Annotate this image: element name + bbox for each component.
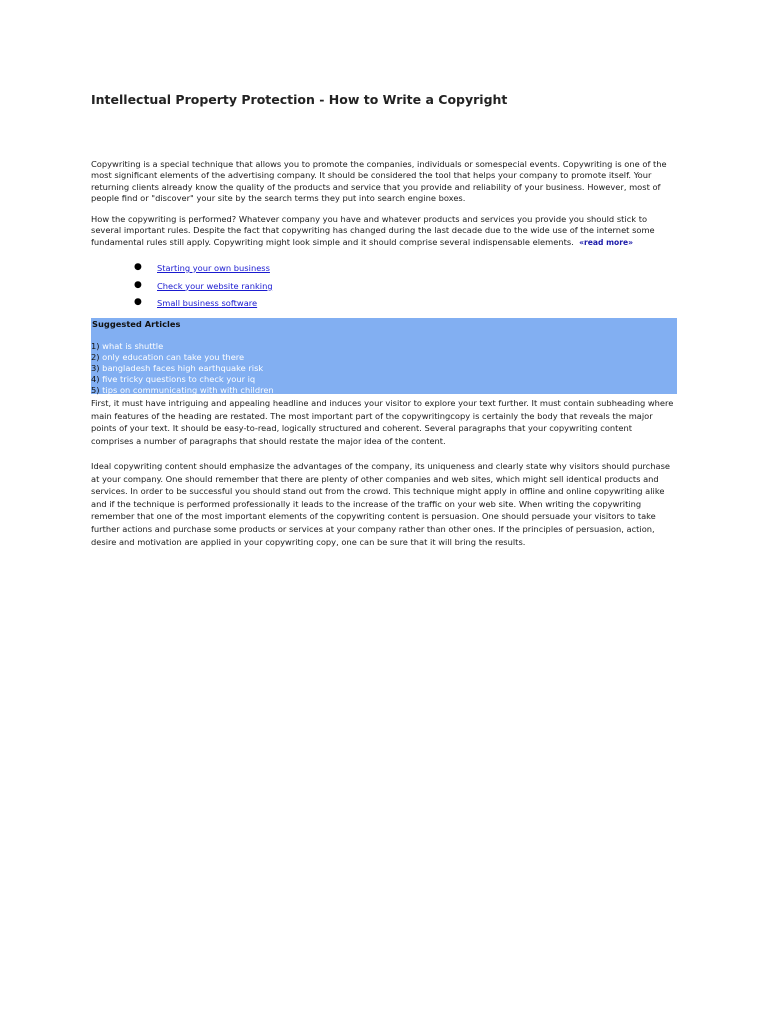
suggested-article-link[interactable]: only education can take you there	[102, 352, 245, 362]
bullet-icon: ●	[134, 262, 142, 272]
structure-paragraph: First, it must have intriguing and appealing headline and induces your visitor to explore your text further. It must contain subheading where main features of the heading are restated. The most important part of the copywritingcopy is certainly the body that reveals the major points of your text. It should be easy-to-read, logically structured and coherent. Several paragraphs that your copywriting content comprises a number of paragraphs that should restate the major idea of the content.	[91, 398, 674, 446]
list-item	[91, 262, 677, 280]
article-number: 5)	[91, 385, 100, 395]
list-item	[91, 280, 677, 298]
link-website-ranking[interactable]: Check your website ranking	[157, 280, 273, 291]
suggested-articles-heading: Suggested Articles	[92, 319, 181, 329]
rules-paragraph-text: How the copywriting is performed? Whatever company you have and whatever products and services you provide you should stick to several important rules. Despite the fact that copywriting has changed during the last decade due to the wide use of the internet some fundamental rules still apply. Copywriting might look simple and it should comprise several indispensable elements.	[91, 214, 655, 247]
suggested-article-link[interactable]: tips on communicating with with children	[102, 385, 274, 395]
bullet-icon: ●	[134, 279, 142, 290]
suggested-articles-list	[91, 341, 274, 396]
list-item	[91, 297, 677, 315]
article-number: 1)	[91, 341, 100, 351]
related-links-list	[91, 262, 677, 315]
suggested-article-item	[91, 352, 274, 363]
suggested-article-link[interactable]: bangladesh faces high earthquake risk	[102, 363, 264, 373]
link-business-software[interactable]: Small business software	[157, 298, 258, 308]
article-number: 3)	[91, 363, 100, 373]
suggested-article-item	[91, 374, 274, 385]
read-more-link[interactable]: «read more»	[579, 237, 634, 247]
suggested-article-link[interactable]: what is shuttle	[102, 341, 164, 351]
suggested-article-item	[91, 341, 274, 352]
link-starting-business[interactable]: Starting your own business	[157, 263, 270, 273]
page-title: Intellectual Property Protection - How to Write a Copyright	[91, 92, 508, 107]
bullet-icon: ●	[134, 297, 142, 307]
article-number: 4)	[91, 374, 100, 384]
suggested-article-link[interactable]: five tricky questions to check your iq	[102, 374, 256, 384]
article-number: 2)	[91, 352, 100, 362]
suggested-articles-box	[91, 318, 677, 394]
rules-paragraph	[91, 214, 677, 248]
suggested-article-item	[91, 385, 274, 396]
intro-paragraph: Copywriting is a special technique that allows you to promote the companies, individuals or somespecial events. Copywriting is one of the most significant elements of the advertising company. It should be considered the tool that helps your company to promote itself. Your returning clients already know the quality of the products and service that you provide and reliability of your business. However, most of people find or "discover" your site by the search terms they put into search engine boxes.	[91, 159, 667, 204]
suggested-article-item	[91, 363, 274, 374]
persuasion-paragraph: Ideal copywriting content should emphasize the advantages of the company, its uniqueness and clearly state why visitors should purchase at your company. One should remember that there are plenty of other companies and web sites, which might sell identical products and services. In order to be successful you should stand out from the crowd. This technique might apply in offline and online copywriting alike and if the technique is performed professionally it leads to the increase of the traffic on your web site. When writing the copywriting remember that one of the most important elements of the copywriting content is persuasion. One should persuade your visitors to take further actions and purchase some products or services at your company rather than other ones. If the principles of persuasion, action, desire and motivation are applied in your copywriting copy, one can be sure that it will bring the results.	[91, 461, 671, 547]
